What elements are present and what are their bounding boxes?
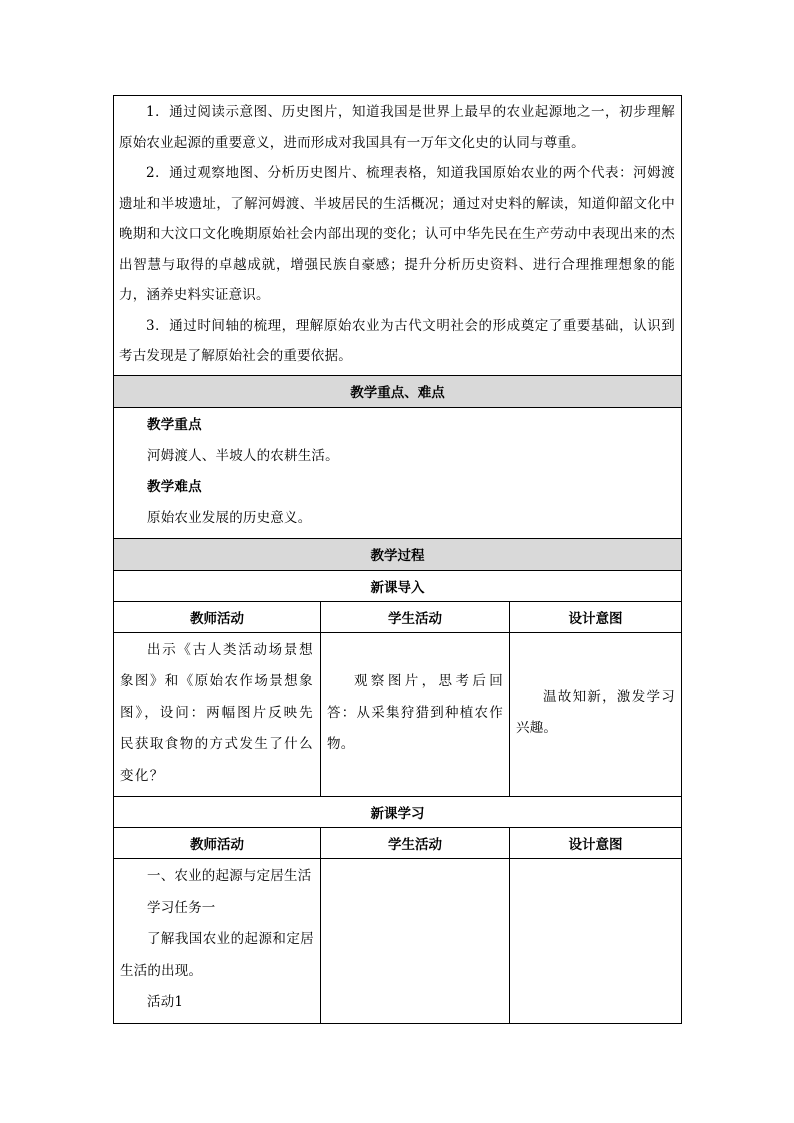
objectives-cell bbox=[114, 96, 682, 376]
learning-content-row bbox=[114, 859, 682, 1024]
column-teacher: 教师活动 bbox=[114, 828, 321, 859]
difficulty-title: 教学难点 bbox=[147, 478, 202, 495]
learning-header: 新课学习 bbox=[114, 797, 682, 828]
learning-columns-row bbox=[114, 828, 682, 859]
learning-section-title: 一、农业的起源与定居生活 bbox=[147, 868, 312, 884]
intro-student-text: 观察图片，思考后回答：从采集狩猎到种植农作物。 bbox=[327, 673, 503, 752]
learning-intent-cell bbox=[510, 859, 682, 1024]
column-student: 学生活动 bbox=[321, 601, 510, 632]
objective-3: 3．通过时间轴的梳理，理解原始农业为古代文明社会的形成奠定了重要基础，认识到考古发现是了解原始社会的重要依据。 bbox=[119, 317, 675, 364]
intro-content-row bbox=[114, 632, 682, 797]
lesson-plan-table bbox=[113, 95, 682, 1024]
intro-teacher-text: 出示《古人类活动场景想象图》和《原始农作场景想象图》，设问：两幅图片反映先民获取食物的方式发生了什么变化？ bbox=[120, 641, 314, 784]
lesson-plan-page bbox=[113, 95, 681, 1024]
intro-intent-cell bbox=[510, 632, 682, 797]
intro-intent-text: 温故知新，激发学习兴趣。 bbox=[516, 688, 675, 737]
objectives-row bbox=[114, 96, 682, 376]
intro-teacher-cell bbox=[114, 632, 321, 797]
key-points-header: 教学重点、难点 bbox=[114, 375, 682, 407]
process-header: 教学过程 bbox=[114, 538, 682, 570]
process-header-row bbox=[114, 538, 682, 570]
learning-header-row bbox=[114, 797, 682, 828]
objective-1: 1．通过阅读示意图、历史图片，知道我国是世界上最早的农业起源地之一，初步理解原始农业起源的重要意义，进而形成对我国具有一万年文化史的认同与尊重。 bbox=[119, 104, 675, 151]
intro-columns-row bbox=[114, 601, 682, 632]
learning-activity: 活动1 bbox=[147, 994, 184, 1010]
learning-task-text: 了解我国农业的起源和定居生活的出现。 bbox=[120, 931, 314, 979]
column-teacher: 教师活动 bbox=[114, 601, 321, 632]
key-points-header-row bbox=[114, 375, 682, 407]
intro-header: 新课导入 bbox=[114, 570, 682, 601]
column-student: 学生活动 bbox=[321, 828, 510, 859]
focus-title: 教学重点 bbox=[147, 416, 202, 433]
key-points-row bbox=[114, 407, 682, 538]
column-intent: 设计意图 bbox=[510, 601, 682, 632]
learning-student-cell bbox=[321, 859, 510, 1024]
intro-student-cell bbox=[321, 632, 510, 797]
learning-task-title: 学习任务一 bbox=[147, 899, 216, 916]
difficulty-text: 原始农业发展的历史意义。 bbox=[147, 509, 312, 526]
key-points-cell bbox=[114, 407, 682, 538]
objective-2: 2．通过观察地图、分析历史图片、梳理表格，知道我国原始农业的两个代表：河姆渡遗址和半坡遗址，了解河姆渡、半坡居民的生活概况；通过对史料的解读，知道仰韶文化中晚期和大汶口文化晚期原始社会内部出现的变化；认可中华先民在生产劳动中表现出来的杰出智慧与取得的卓越成就，增强民族自豪感；提升分析历史资料、进行合理推理想象的能力，涵养史料实证意识。 bbox=[119, 165, 675, 303]
focus-text: 河姆渡人、半坡人的农耕生活。 bbox=[147, 447, 339, 464]
column-intent: 设计意图 bbox=[510, 828, 682, 859]
learning-teacher-cell bbox=[114, 859, 321, 1024]
intro-header-row bbox=[114, 570, 682, 601]
